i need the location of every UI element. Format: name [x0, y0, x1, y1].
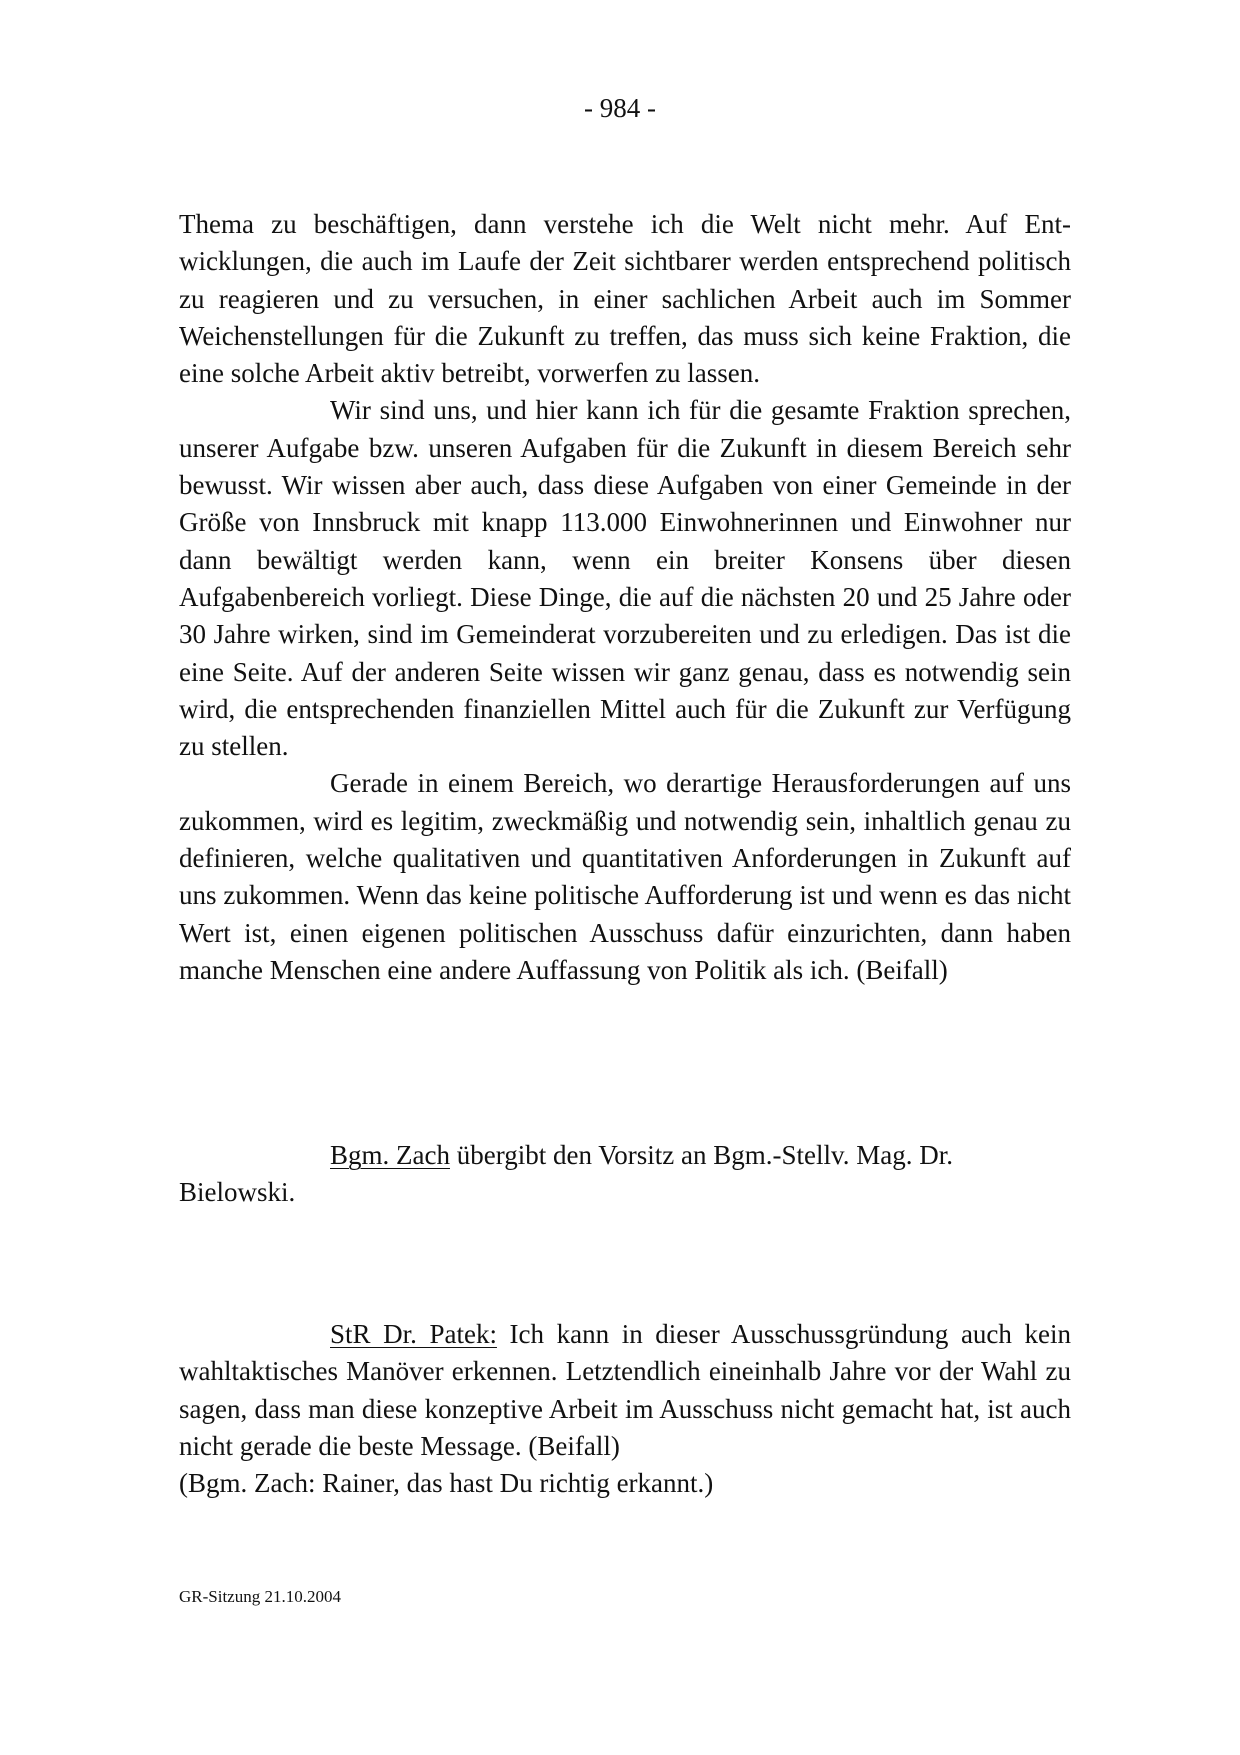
interjection: (Bgm. Zach: Rainer, das hast Du richtig erkannt.) [179, 1468, 714, 1499]
paragraph [179, 1316, 1071, 1465]
chair-transfer-note [179, 1137, 1071, 1212]
speech-text: Ich kann in dieser Ausschussgründung auch kein wahltaktisches Manöver erkennen. Letztendlich eineinhalb Jahre vor der Wahl zu sagen, dass man diese konzeptive Arbeit im Ausschuss nicht gemacht hat, ist auch nicht gerade die beste Message. (Beifall) [179, 1319, 1071, 1461]
page-number: - 984 - [584, 93, 656, 123]
speaker-name: StR Dr. Patek: [330, 1319, 497, 1349]
speech-patek [179, 1316, 1071, 1502]
paragraph: Gerade in einem Bereich, wo derartige Herausforderungen auf uns zukommen, wird es legitim, zweckmäßig und notwendig sein, inhaltlich genau zu definieren, welche qualitativen und quantitativen Anforderungen in Zukunft auf uns zukommen. Wenn das keine politische Aufforderung ist und wenn es das nicht Wert ist, einen eigenen politischen Ausschuss dafür einzurichten, dann haben manche Menschen eine andere Auffassung von Politik als ich. (Beifall) [179, 768, 1071, 985]
paragraph: Wir sind uns, und hier kann ich für die gesamte Fraktion sprechen, unserer Aufgabe bzw. unseren Aufgaben für die Zukunft in diesem Bereich sehr bewusst. Wir wissen aber auch, dass diese Aufgaben von einer Gemeinde in der Größe von Innsbruck mit knapp 113.000 Einwohnerinnen und Einwohner nur dann bewältigt werden kann, wenn ein breiter Konsens über diesen Aufgabenbereich vorliegt. Diese Dinge, die auf die nächsten 20 und 25 Jahre oder 30 Jahre wirken, sind im Gemeinderat vorzubereiten und zu erledigen. Das ist die eine Seite. Auf der anderen Seite wissen wir ganz genau, dass es notwendig sein wird, die entsprechenden finanziellen Mittel auch für die Zukunft zur Verfügung zu stellen. [179, 395, 1071, 762]
speaker-name: Bgm. Zach [330, 1140, 450, 1170]
paragraph: Thema zu beschäftigen, dann verstehe ich die Welt nicht mehr. Auf Entwicklungen, die auch im Laufe der Zeit sichtbarer werden entsprechend politisch zu reagieren und zu versuchen, in einer sachlichen Arbeit auch im Sommer Weichenstellungen für die Zukunft zu treffen, das muss sich keine Fraktion, die eine solche Arbeit aktiv betreibt, vorwerfen zu lassen. [179, 209, 1071, 389]
chair-transfer-text: übergibt den Vorsitz an Bgm.-Stellv. Mag. Dr. Bielowski. [179, 1140, 953, 1208]
footer-session-date: GR-Sitzung 21.10.2004 [179, 1587, 341, 1606]
paragraph [179, 1137, 1071, 1212]
speech-continuation [179, 206, 1071, 989]
